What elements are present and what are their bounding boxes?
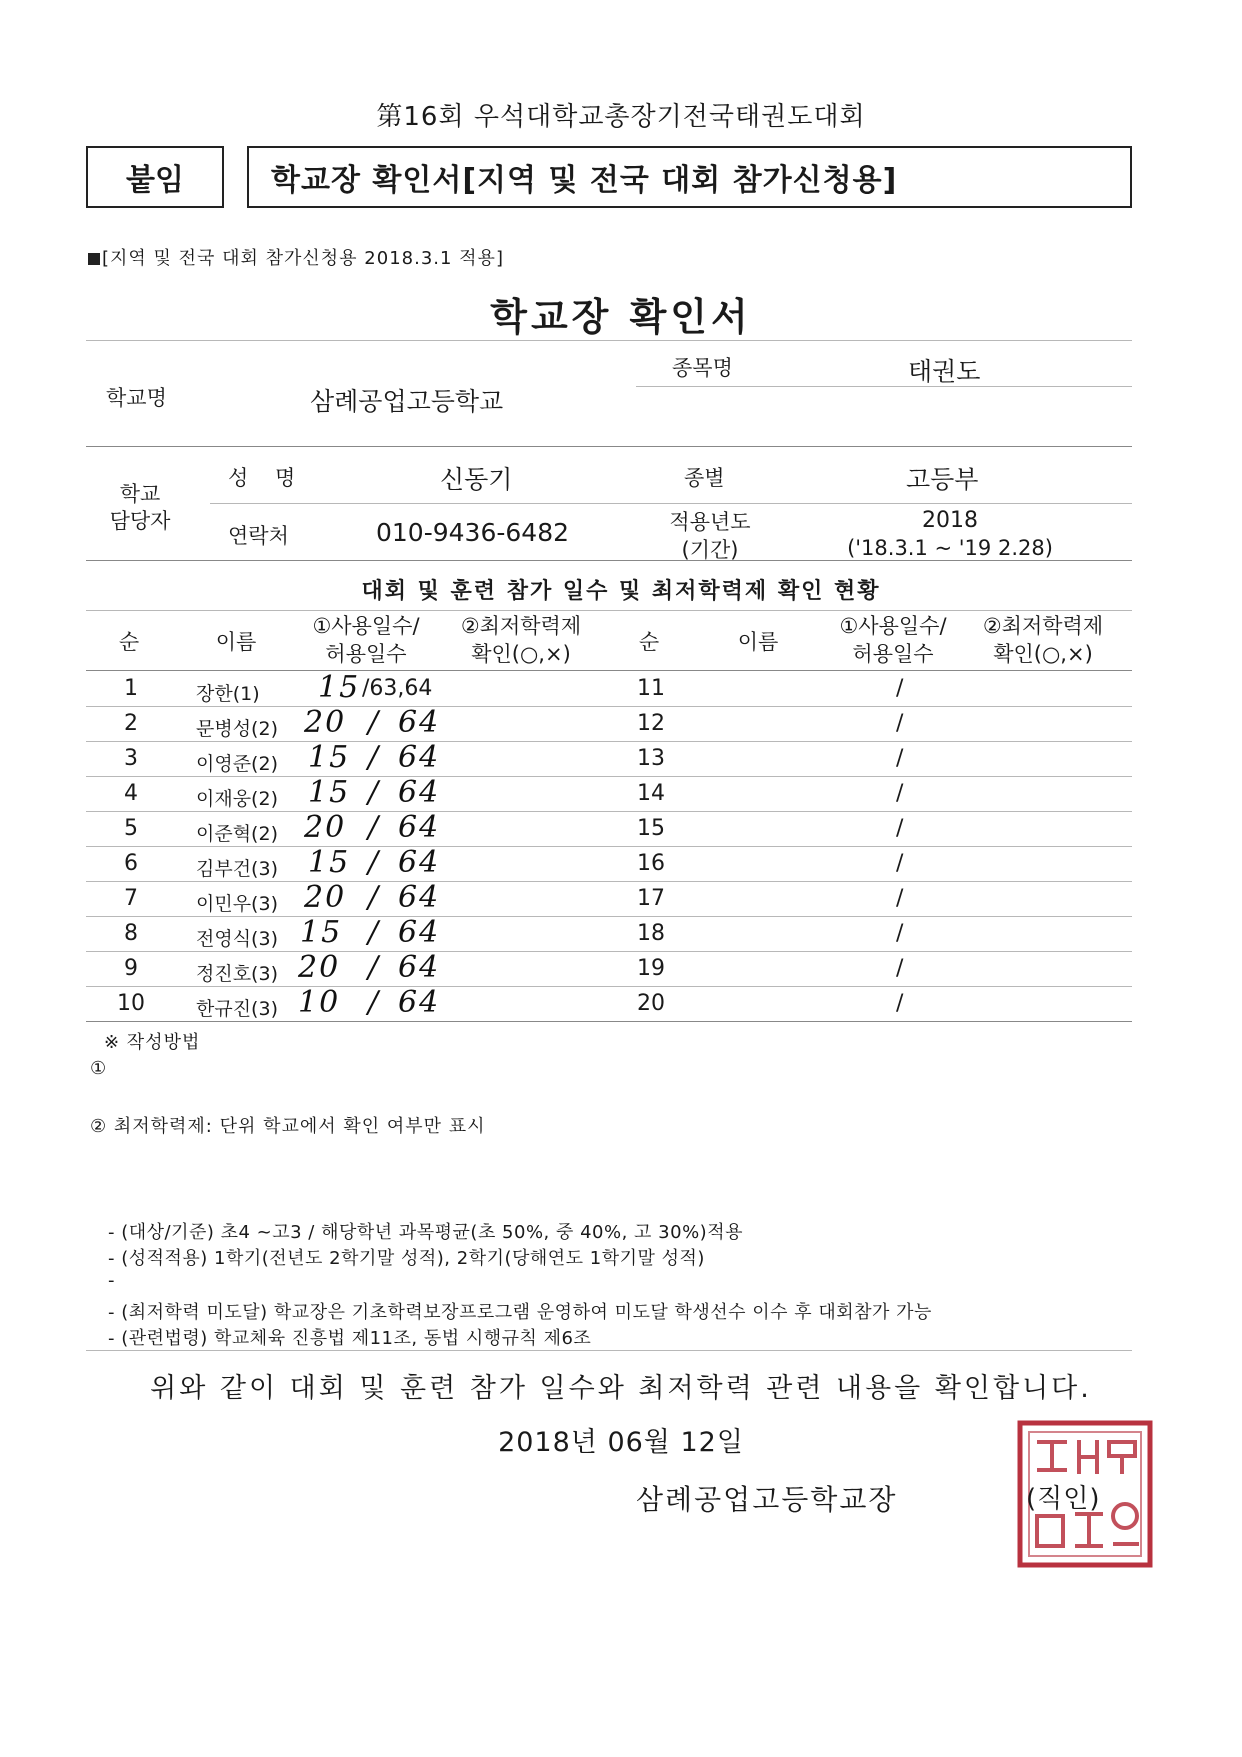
row-number: 2 [124, 711, 138, 736]
used-days: 20 [304, 810, 347, 845]
allowed-days: 64 [398, 915, 441, 950]
attachment-label: 붙임 [86, 146, 224, 208]
slash-mark: / [896, 746, 904, 771]
division-value: 고등부 [906, 465, 979, 494]
school-name-label: 학교명 [106, 386, 167, 410]
divider [86, 610, 1132, 611]
used-days: 15 [308, 845, 351, 880]
slash-mark: / [368, 985, 381, 1020]
row-number: 3 [124, 746, 138, 771]
col-header-days: ①사용일수/ [312, 614, 420, 638]
divider [636, 386, 1132, 387]
divider [86, 670, 1132, 671]
square-bullet-icon [88, 253, 100, 265]
divider [86, 446, 1132, 447]
table-row [86, 707, 1132, 742]
table-row [86, 812, 1132, 847]
student-name: 이영준(2) [196, 753, 278, 775]
instruction-item-1-marker: ① [90, 1058, 108, 1079]
student-name: 이준혁(2) [196, 823, 278, 845]
applicability-notice [88, 244, 504, 270]
col-header-no-right: 순 [638, 630, 660, 654]
allowed-days: 64 [398, 950, 441, 985]
used-days: 20 [304, 705, 347, 740]
allowed-days: 64 [398, 740, 441, 775]
row-number-right: 18 [637, 921, 665, 946]
row-number-right: 13 [637, 746, 665, 771]
allowed-days: 64 [398, 775, 441, 810]
period-value: ('18.3.1 ~ '19 2.28) [847, 536, 1053, 560]
sport-label: 종목명 [672, 356, 733, 380]
row-number-right: 17 [637, 886, 665, 911]
allowed-days: 64 [398, 845, 441, 880]
issue-date: 2018년 06월 12일 [498, 1427, 744, 1458]
slash-mark: / [368, 775, 381, 810]
slash-mark: / [896, 816, 904, 841]
row-number: 7 [124, 886, 138, 911]
col-header-min: ②최저학력제 [460, 614, 582, 638]
slash-mark: / [368, 740, 381, 775]
student-name: 정진호(3) [196, 963, 278, 985]
col-header-min-right-2: 확인(○,×) [993, 642, 1093, 666]
row-number-right: 19 [637, 956, 665, 981]
note-line: - [108, 1270, 115, 1291]
contact-group-label-2: 담당자 [109, 509, 171, 533]
slash-mark: / [368, 950, 381, 985]
document-title: 학교장 확인서 [490, 295, 752, 339]
year-label: 적용년도 [669, 510, 751, 534]
table-row [86, 672, 1132, 707]
used-days: 20 [304, 880, 347, 915]
applicability-notice-text: [지역 및 전국 대회 참가신청용 2018.3.1 적용] [102, 248, 504, 269]
col-header-name: 이름 [215, 630, 257, 654]
row-number-right: 11 [637, 676, 665, 701]
allowed-days: 64 [398, 705, 441, 740]
divider [86, 560, 1132, 561]
slash-mark: / [368, 810, 381, 845]
note-line: - (관련법령) 학교체육 진흥법 제11조, 동법 시행규칙 제6조 [108, 1328, 592, 1349]
row-number: 8 [124, 921, 138, 946]
slash-mark: / [896, 991, 904, 1016]
table-row [86, 917, 1132, 952]
note-line: - (최저학력 미도달) 학교장은 기초학력보장프로그램 운영하여 미도달 학생선수 이수 후 대회참가 가능 [108, 1302, 932, 1323]
event-title: 第16회 우석대학교총장기전국태권도대회 [376, 102, 866, 132]
col-header-days-right: ①사용일수/ [839, 614, 947, 638]
slash-mark: / [896, 886, 904, 911]
slash-mark: / [368, 845, 381, 880]
slash-mark: / [368, 705, 381, 740]
table-row [86, 882, 1132, 917]
used-days: 15 [308, 775, 351, 810]
row-number: 4 [124, 781, 138, 806]
student-name: 이민우(3) [196, 893, 278, 915]
phone-value: 010-9436-6482 [376, 518, 570, 547]
row-number: 10 [117, 991, 145, 1016]
table-row [86, 777, 1132, 812]
row-number-right: 16 [637, 851, 665, 876]
col-header-min-2: 확인(○,×) [471, 642, 571, 666]
slash-mark: / [368, 915, 381, 950]
row-number-right: 20 [637, 991, 665, 1016]
used-days: 15 [300, 915, 343, 950]
phone-label: 연락처 [228, 524, 289, 548]
row-number: 5 [124, 816, 138, 841]
divider [86, 1021, 1132, 1022]
row-number: 1 [124, 676, 138, 701]
name-value: 신동기 [440, 465, 513, 494]
table-row [86, 847, 1132, 882]
slash-mark: / [896, 956, 904, 981]
student-name: 문병성(2) [196, 718, 278, 740]
row-number: 6 [124, 851, 138, 876]
row-number-right: 14 [637, 781, 665, 806]
note-line: - (성적적용) 1학기(전년도 2학기말 성적), 2학기(당해연도 1학기말 성적) [108, 1248, 705, 1269]
row-number: 9 [124, 956, 138, 981]
student-name: 전영식(3) [196, 928, 278, 950]
contact-group-label: 학교 [119, 482, 161, 506]
student-name: 김부건(3) [196, 858, 278, 880]
period-label: (기간) [681, 538, 739, 562]
form-title: 학교장 확인서[지역 및 전국 대회 참가신청용] [247, 146, 1132, 208]
seal-label: (직인) [1026, 1484, 1101, 1514]
note-line: - (대상/기준) 초4 ~고3 / 해당학년 과목평균(초 50%, 중 40%, 고 30%)적용 [108, 1222, 743, 1243]
slash-mark: / [896, 921, 904, 946]
allowed-days: /63,64 [362, 676, 433, 701]
slash-mark: / [896, 781, 904, 806]
used-days: 15 [318, 670, 361, 705]
division-label: 종별 [684, 466, 725, 490]
row-number-right: 15 [637, 816, 665, 841]
slash-mark: / [896, 851, 904, 876]
col-header-min-right: ②최저학력제 [982, 614, 1104, 638]
table-row [86, 987, 1132, 1022]
row-number-right: 12 [637, 711, 665, 736]
slash-mark: / [896, 676, 904, 701]
confirmation-statement: 위와 같이 대회 및 훈련 참가 일수와 최저학력 관련 내용을 확인합니다. [150, 1373, 1092, 1404]
used-days: 15 [308, 740, 351, 775]
student-name: 이재웅(2) [196, 788, 278, 810]
used-days: 10 [298, 985, 341, 1020]
col-header-days-right-2: 허용일수 [852, 642, 934, 666]
sport-value: 태권도 [908, 357, 981, 386]
used-days: 20 [298, 950, 341, 985]
allowed-days: 64 [398, 985, 441, 1020]
table-row [86, 952, 1132, 987]
instructions-heading: ※ 작성방법 [104, 1032, 201, 1053]
name-label: 성 명 [228, 466, 296, 490]
slash-mark: / [896, 711, 904, 736]
divider [86, 340, 1132, 341]
instruction-item-2: ② 최저학력제: 단위 학교에서 확인 여부만 표시 [90, 1116, 486, 1137]
col-header-name-right: 이름 [737, 630, 779, 654]
divider [86, 1350, 1132, 1351]
school-name-value: 삼례공업고등학교 [310, 387, 504, 416]
allowed-days: 64 [398, 880, 441, 915]
principal-title: 삼례공업고등학교장 [636, 1483, 898, 1516]
student-name: 한규진(3) [196, 998, 278, 1020]
divider [210, 503, 1132, 504]
year-value: 2018 [922, 508, 978, 533]
table-row [86, 742, 1132, 777]
col-header-no: 순 [118, 630, 140, 654]
student-name: 장한(1) [196, 683, 260, 705]
allowed-days: 64 [398, 810, 441, 845]
table-subheading: 대회 및 훈련 참가 일수 및 최저학력제 확인 현황 [361, 579, 881, 604]
col-header-days-2: 허용일수 [325, 642, 407, 666]
slash-mark: / [368, 880, 381, 915]
